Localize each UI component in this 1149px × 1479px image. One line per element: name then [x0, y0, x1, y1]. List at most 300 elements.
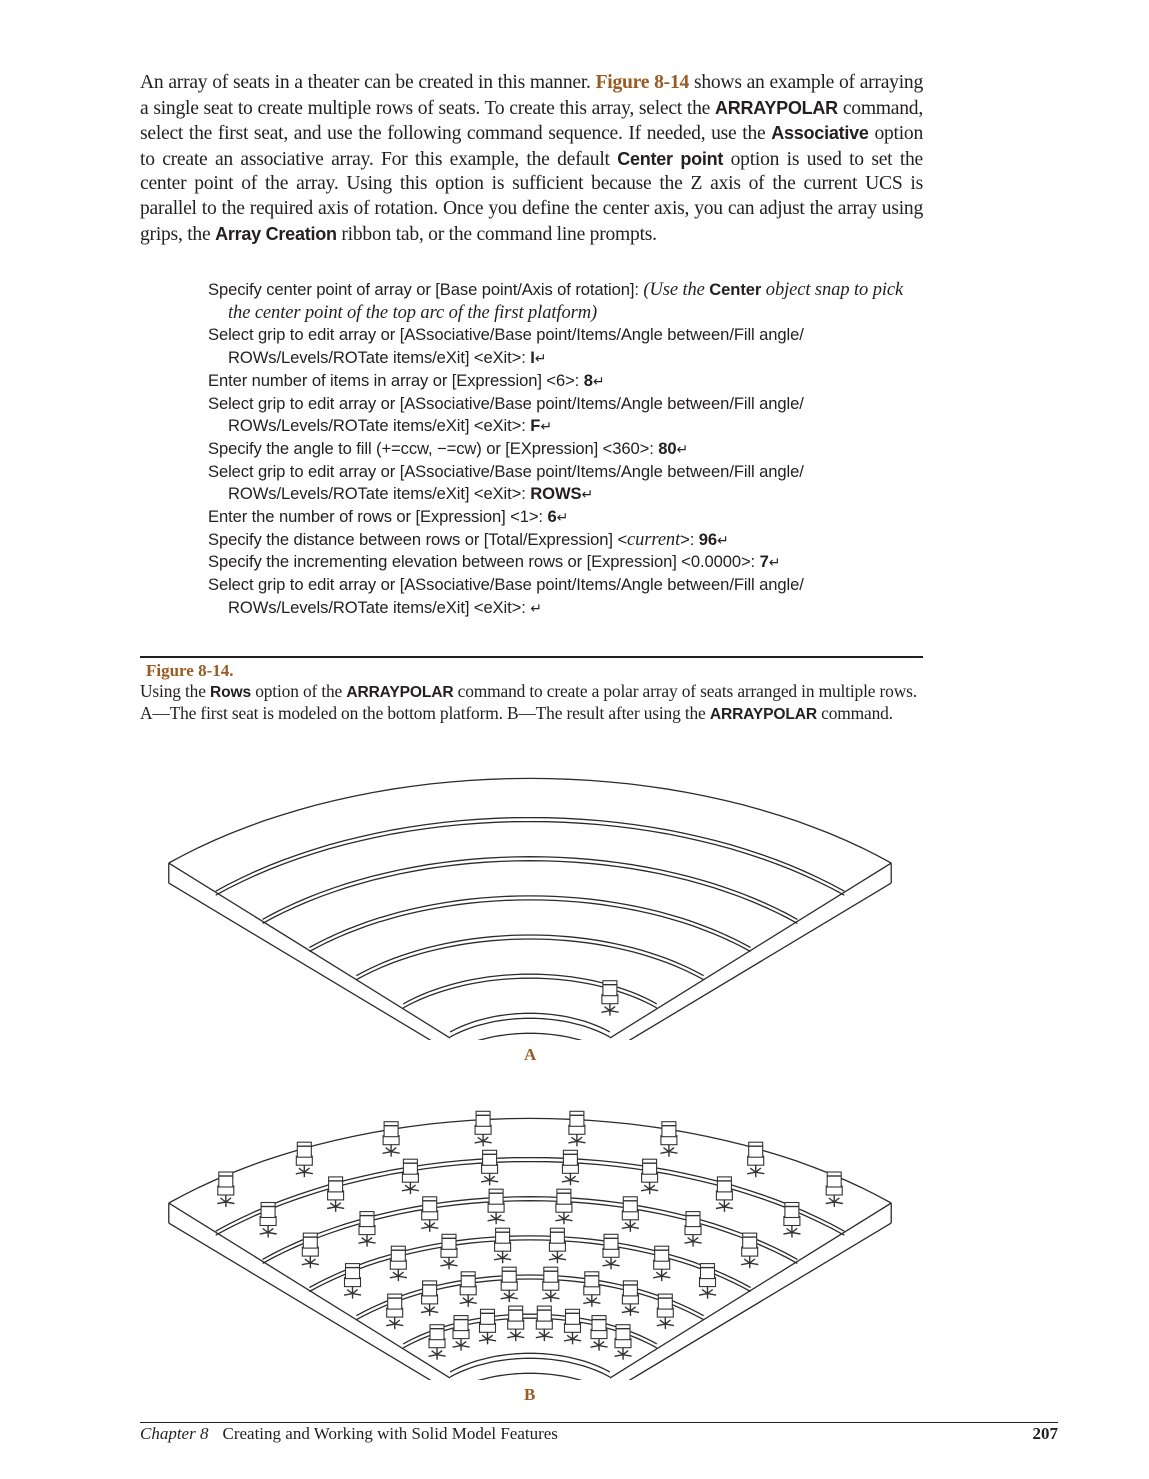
chair-leg [603, 1264, 612, 1266]
step-arc [309, 896, 750, 948]
enter-key-icon: ↵ [534, 350, 547, 367]
chair-icon [302, 1233, 319, 1268]
chair-leg [662, 1276, 671, 1278]
chair-leg [708, 1290, 713, 1294]
chair-leg [220, 1198, 225, 1202]
platform-top-edge [610, 863, 891, 1038]
chair-leg [601, 1011, 610, 1013]
chair-icon [747, 1142, 764, 1177]
chair-back [483, 1150, 497, 1165]
chair-leg [557, 1254, 562, 1258]
chair-icon [641, 1159, 658, 1194]
chair-leg [330, 1203, 335, 1207]
chair-leg [630, 1227, 639, 1229]
theater-platform-drawing-b [160, 1090, 910, 1380]
chair-back [537, 1306, 551, 1321]
figure-reference-link[interactable]: Figure 8-14 [595, 72, 690, 93]
chair-leg [497, 1254, 502, 1258]
chair-icon [383, 1122, 400, 1157]
chair-leg [699, 1294, 708, 1296]
chair-back [592, 1316, 606, 1331]
command-prompt: Select grip to edit array or [ASsociative/Base point/Items/Angle between/Fill angle/ ROWs/Levels/ROTate items/eXit] <eXit>: [208, 325, 804, 368]
chair-leg [551, 1297, 560, 1299]
chair-leg [669, 1152, 678, 1154]
chair-leg [665, 1324, 674, 1326]
figure-label: Figure 8-14. [146, 661, 234, 680]
chair-leg [644, 1185, 649, 1189]
chair-leg [724, 1203, 729, 1207]
chair-leg [386, 1148, 391, 1152]
chair-icon [507, 1306, 524, 1341]
chair-back [297, 1142, 311, 1157]
command-input: 8 [583, 370, 593, 390]
chair-leg [756, 1172, 765, 1174]
chair-back [658, 1294, 672, 1309]
chair-back [563, 1150, 577, 1165]
command-prompt: Select grip to edit array or [ASsociative/Base point/Items/Angle between/Fill angle/ ROWs/Levels/ROTate items/eXit] <eXit>: [208, 393, 804, 436]
command-line [208, 574, 923, 619]
chair-leg [618, 1351, 623, 1355]
chair-leg [503, 1254, 508, 1258]
caption-text: command. [821, 703, 893, 723]
chair-leg [463, 1298, 468, 1302]
command-prompt: Specify the distance between rows or [Total/Expression] < [208, 529, 628, 549]
chair-leg [664, 1148, 669, 1152]
chair-leg [536, 1336, 545, 1338]
chair-leg [507, 1336, 516, 1338]
chair-leg [615, 1355, 624, 1357]
intro-text: ribbon tab, or the command line prompts. [341, 223, 657, 245]
chair-back [430, 1325, 444, 1340]
chair-leg [405, 1185, 410, 1189]
command-input: 96 [698, 529, 718, 549]
chair-leg [410, 1185, 415, 1189]
platform-side-edge [169, 883, 450, 1040]
chair-back [423, 1197, 437, 1212]
command-prompt: Enter number of items in array or [Expression] <6>: [208, 370, 584, 390]
chair-leg [622, 1311, 631, 1313]
chair-leg [592, 1302, 601, 1304]
chair-leg [662, 1272, 667, 1276]
chair-leg [437, 1351, 442, 1355]
chair-leg [460, 1302, 469, 1304]
chair-leg [468, 1298, 473, 1302]
footer-divider [140, 1422, 1058, 1423]
chair-leg [599, 1346, 608, 1348]
chair-icon [826, 1172, 843, 1207]
option-name: Associative [771, 123, 869, 144]
chair-leg [564, 1215, 569, 1219]
chair-leg [483, 1137, 488, 1141]
enter-key-icon: ↵ [592, 372, 605, 389]
chair-leg [393, 1272, 398, 1276]
chair-leg [688, 1238, 693, 1242]
chair-leg [398, 1272, 403, 1276]
command-input: ROWS [530, 484, 582, 504]
chair-leg [591, 1346, 600, 1348]
step-arc [356, 935, 703, 976]
chair-back [329, 1177, 343, 1192]
chair-leg [410, 1189, 419, 1191]
step-arc [309, 900, 750, 952]
chair-leg [478, 1137, 483, 1141]
chair-icon [564, 1309, 581, 1344]
chair-leg [429, 1355, 438, 1357]
chair-leg [573, 1335, 578, 1339]
command-prompt: Select grip to edit array or [ASsociative/Base point/Items/Angle between/Fill angle/ ROWs/Levels/ROTate items/eXit] <eXit>: [208, 575, 804, 617]
chair-leg [217, 1202, 226, 1204]
enter-key-icon: ↵ [556, 509, 569, 526]
chair-back [544, 1267, 558, 1282]
chair-leg [744, 1259, 749, 1263]
chair-leg [557, 1258, 566, 1260]
chair-back [481, 1309, 495, 1324]
chair-icon [622, 1197, 639, 1232]
chair-leg [449, 1264, 458, 1266]
chair-leg [488, 1339, 497, 1341]
chair-back [655, 1246, 669, 1261]
chair-leg [592, 1298, 597, 1302]
chair-leg [544, 1332, 549, 1336]
chair-leg [834, 1202, 843, 1204]
command-line [208, 438, 923, 461]
chair-back [346, 1264, 360, 1279]
chair-back [454, 1316, 468, 1331]
command-input: 6 [547, 507, 557, 527]
step-arc [356, 1275, 703, 1316]
chair-leg [421, 1227, 430, 1229]
chair-back [219, 1172, 233, 1187]
chair-leg [482, 1335, 487, 1339]
chair-leg [572, 1137, 577, 1141]
chair-back [423, 1281, 437, 1296]
chair-leg [263, 1229, 268, 1233]
platform-side-edge [610, 883, 891, 1040]
platform-top-edge [169, 863, 450, 1038]
chair-leg [623, 1355, 632, 1357]
intro-paragraph [140, 71, 923, 247]
chair-leg [488, 1335, 493, 1339]
chair-icon [601, 981, 618, 1016]
chair-leg [359, 1242, 368, 1244]
chair-icon [657, 1294, 674, 1329]
chair-leg [432, 1351, 437, 1355]
chair-leg [787, 1229, 792, 1233]
chair-leg [430, 1311, 439, 1313]
chair-icon [217, 1172, 234, 1207]
chair-leg [468, 1302, 477, 1304]
chair-leg [494, 1258, 503, 1260]
chair-back [623, 1281, 637, 1296]
chair-leg [610, 1007, 615, 1011]
chair-leg [549, 1258, 558, 1260]
chair-leg [693, 1238, 698, 1242]
chair-leg [586, 1298, 591, 1302]
chair-icon [421, 1197, 438, 1232]
command-input: 80 [658, 438, 677, 458]
chair-leg [669, 1148, 674, 1152]
chair-leg [503, 1258, 512, 1260]
chair-icon [603, 1234, 620, 1269]
chair-leg [430, 1307, 435, 1311]
chair-icon [481, 1150, 498, 1185]
chair-leg [829, 1198, 834, 1202]
command-name: ARRAYPOLAR [346, 684, 454, 701]
command-sequence [208, 279, 923, 620]
chair-icon [296, 1142, 313, 1177]
chair-leg [310, 1259, 315, 1263]
chair-leg [510, 1332, 515, 1336]
chair-back [550, 1228, 564, 1243]
caption-text: Using the [140, 681, 206, 701]
enter-key-icon: ↵ [717, 531, 729, 548]
chair-back [461, 1272, 475, 1287]
chair-back [303, 1233, 317, 1248]
chair-back [623, 1197, 637, 1212]
command-prompt: >: [680, 529, 699, 549]
chair-leg [304, 1168, 309, 1172]
command-input: I [530, 348, 535, 368]
chair-leg [461, 1342, 466, 1346]
chair-back [557, 1189, 571, 1204]
platform-top-edge [169, 1203, 450, 1378]
chair-leg [424, 1223, 429, 1227]
chair-leg [516, 1336, 525, 1338]
chair-leg [430, 1227, 439, 1229]
step-arc [263, 1197, 798, 1260]
chair-leg [226, 1202, 235, 1204]
command-note-bold: Center [709, 280, 762, 299]
chapter-number: Chapter 8 [140, 1424, 209, 1443]
chair-leg [653, 1276, 662, 1278]
chair-leg [630, 1223, 635, 1227]
chair-icon [783, 1203, 800, 1238]
chair-leg [564, 1339, 573, 1341]
chair-leg [611, 1264, 620, 1266]
chair-back [496, 1228, 510, 1243]
chair-leg [402, 1189, 411, 1191]
command-line [208, 393, 923, 438]
platform-outer-arc [169, 1118, 891, 1203]
chair-leg [305, 1259, 310, 1263]
chair-leg [362, 1238, 367, 1242]
step-arc [263, 857, 798, 920]
chair-back [403, 1159, 417, 1174]
platform-inner-arc [450, 1013, 610, 1032]
chair-icon [327, 1177, 344, 1212]
chair-icon [549, 1228, 566, 1263]
enter-key-icon: ↵ [676, 440, 689, 457]
page-number: 207 [1032, 1424, 1058, 1443]
chair-leg [336, 1207, 345, 1209]
command-name: ARRAYPOLAR [714, 97, 838, 118]
chair-leg [783, 1233, 792, 1235]
chair-leg [660, 1320, 665, 1324]
platform [169, 778, 891, 1040]
enter-key-icon: ↵ [768, 554, 781, 571]
chair-leg [226, 1198, 231, 1202]
chair-leg [708, 1294, 717, 1296]
chair-leg [562, 1180, 571, 1182]
chair-leg [594, 1342, 599, 1346]
option-name: Rows [210, 684, 251, 701]
chair-leg [516, 1332, 521, 1336]
chair-leg [509, 1293, 514, 1297]
chair-leg [347, 1290, 352, 1294]
chair-icon [542, 1267, 559, 1302]
enter-key-icon: ↵ [530, 599, 542, 616]
platform-inner-arc [450, 1353, 610, 1372]
chair-leg [716, 1207, 725, 1209]
chair-leg [826, 1202, 835, 1204]
chair-leg [747, 1172, 756, 1174]
figure-divider [140, 656, 923, 658]
chair-icon [622, 1281, 639, 1316]
chair-icon [555, 1189, 572, 1224]
intro-text: shows an example of arraying a single seat to create multiple rows of seats. To create this array, select the [140, 72, 923, 119]
command-prompt: Specify the angle to fill (+=ccw, −=cw) or [EXpression] <360>: [208, 438, 659, 458]
chair-leg [302, 1263, 311, 1265]
intro-text: An array of seats in a theater can be created in this manner. [140, 72, 591, 93]
chair-leg [567, 1335, 572, 1339]
chair-leg [625, 1223, 630, 1227]
chair-leg [551, 1293, 556, 1297]
chair-leg [449, 1260, 454, 1264]
command-line [208, 506, 923, 529]
chair-icon [359, 1212, 376, 1247]
chair-leg [650, 1185, 655, 1189]
chair-leg [741, 1263, 750, 1265]
platform-inner-arc [450, 1033, 610, 1040]
command-line [208, 279, 923, 324]
chair-leg [834, 1198, 839, 1202]
chair-leg [353, 1294, 362, 1296]
chapter-title: Creating and Working with Solid Model Features [222, 1424, 558, 1443]
chair-back [489, 1189, 503, 1204]
command-input: F [530, 416, 541, 436]
chair-leg [570, 1176, 575, 1180]
chair-leg [564, 1219, 573, 1221]
chair-leg [367, 1242, 376, 1244]
chair-leg [750, 1263, 759, 1265]
chair-back [384, 1122, 398, 1137]
chair-back [566, 1309, 580, 1324]
chair-back [643, 1159, 657, 1174]
option-name: Center point [617, 148, 724, 169]
chair-leg [573, 1339, 582, 1341]
chair-leg [344, 1294, 353, 1296]
chair-leg [461, 1346, 470, 1348]
chair-icon [685, 1212, 702, 1247]
chair-leg [268, 1228, 273, 1232]
chair-leg [504, 1293, 509, 1297]
ribbon-tab-name: Array Creation [215, 223, 337, 244]
command-prompt: Select grip to edit array or [ASsociative/Base point/Items/Angle between/Fill angle/ ROWs/Levels/ROTate items/eXit] <eXit>: [208, 461, 804, 504]
chair-leg [656, 1272, 661, 1276]
figure-caption [140, 681, 923, 725]
chair-leg [544, 1336, 553, 1338]
chair-leg [441, 1264, 450, 1266]
chair-back [509, 1306, 523, 1321]
chair-icon [660, 1122, 677, 1157]
chair-icon [475, 1111, 492, 1146]
chair-back [603, 981, 617, 996]
chair-back [616, 1325, 630, 1340]
command-input: 7 [759, 552, 769, 572]
chair-back [391, 1246, 405, 1261]
chair-leg [622, 1227, 631, 1229]
command-name: ARRAYPOLAR [709, 706, 817, 723]
chair-leg [268, 1233, 277, 1235]
chair-leg [299, 1168, 304, 1172]
chair-leg [685, 1242, 694, 1244]
chair-icon [421, 1281, 438, 1316]
chair-leg [310, 1263, 319, 1265]
step-arc [403, 978, 657, 1008]
chair-leg [260, 1233, 269, 1235]
chair-icon [429, 1325, 446, 1360]
chair-leg [625, 1307, 630, 1311]
chair-icon [615, 1325, 632, 1360]
panel-label-a: A [524, 1045, 537, 1064]
chair-icon [441, 1234, 458, 1269]
chair-leg [456, 1342, 461, 1346]
chair-leg [327, 1207, 336, 1209]
chair-leg [390, 1276, 399, 1278]
chair-back [502, 1267, 516, 1282]
chair-back [360, 1212, 374, 1227]
command-placeholder: current [627, 529, 681, 550]
chair-icon [653, 1246, 670, 1281]
chair-leg [453, 1346, 462, 1348]
caption-text: command to create a polar array of seats arranged in multiple rows. A—The first seat is modeled on the bottom platform. B—The result after using the [140, 681, 917, 723]
chair-icon [260, 1203, 277, 1238]
chair-leg [630, 1311, 639, 1313]
chair-icon [390, 1246, 407, 1281]
chair-leg [610, 1011, 619, 1013]
chair-icon [716, 1177, 733, 1212]
chair-leg [665, 1320, 670, 1324]
intro-text: option is used to set the center point of the array. Using this option is sufficient because the Z axis of the current UCS is parallel to the required axis of rotation. Once you define the center axis, you can adjust the array using grips, the [140, 148, 924, 245]
chair-back [686, 1212, 700, 1227]
command-note: (Use the [643, 280, 710, 300]
chair-leg [660, 1152, 669, 1154]
chair-leg [496, 1219, 505, 1221]
command-prompt: Enter the number of rows or [Expression] <1>: [208, 507, 548, 527]
chair-leg [336, 1203, 341, 1207]
chair-leg [650, 1189, 659, 1191]
chair-back [785, 1203, 799, 1218]
chair-icon [479, 1309, 496, 1344]
chair-leg [490, 1180, 499, 1182]
platform-top-edge [610, 1203, 891, 1378]
chair-leg [611, 1260, 616, 1264]
footer-chapter [140, 1424, 558, 1444]
step-arc [309, 1240, 750, 1292]
chair-back [743, 1233, 757, 1248]
chair-leg [756, 1168, 761, 1172]
chair-icon [344, 1264, 361, 1299]
chair-icon [488, 1189, 505, 1224]
panel-label-b: B [524, 1385, 536, 1404]
chair-leg [577, 1137, 582, 1141]
chair-leg [430, 1223, 435, 1227]
chair-leg [481, 1180, 490, 1182]
chair-leg [555, 1219, 564, 1221]
chair-back [827, 1172, 841, 1187]
chair-leg [539, 1332, 544, 1336]
chair-leg [475, 1141, 484, 1143]
